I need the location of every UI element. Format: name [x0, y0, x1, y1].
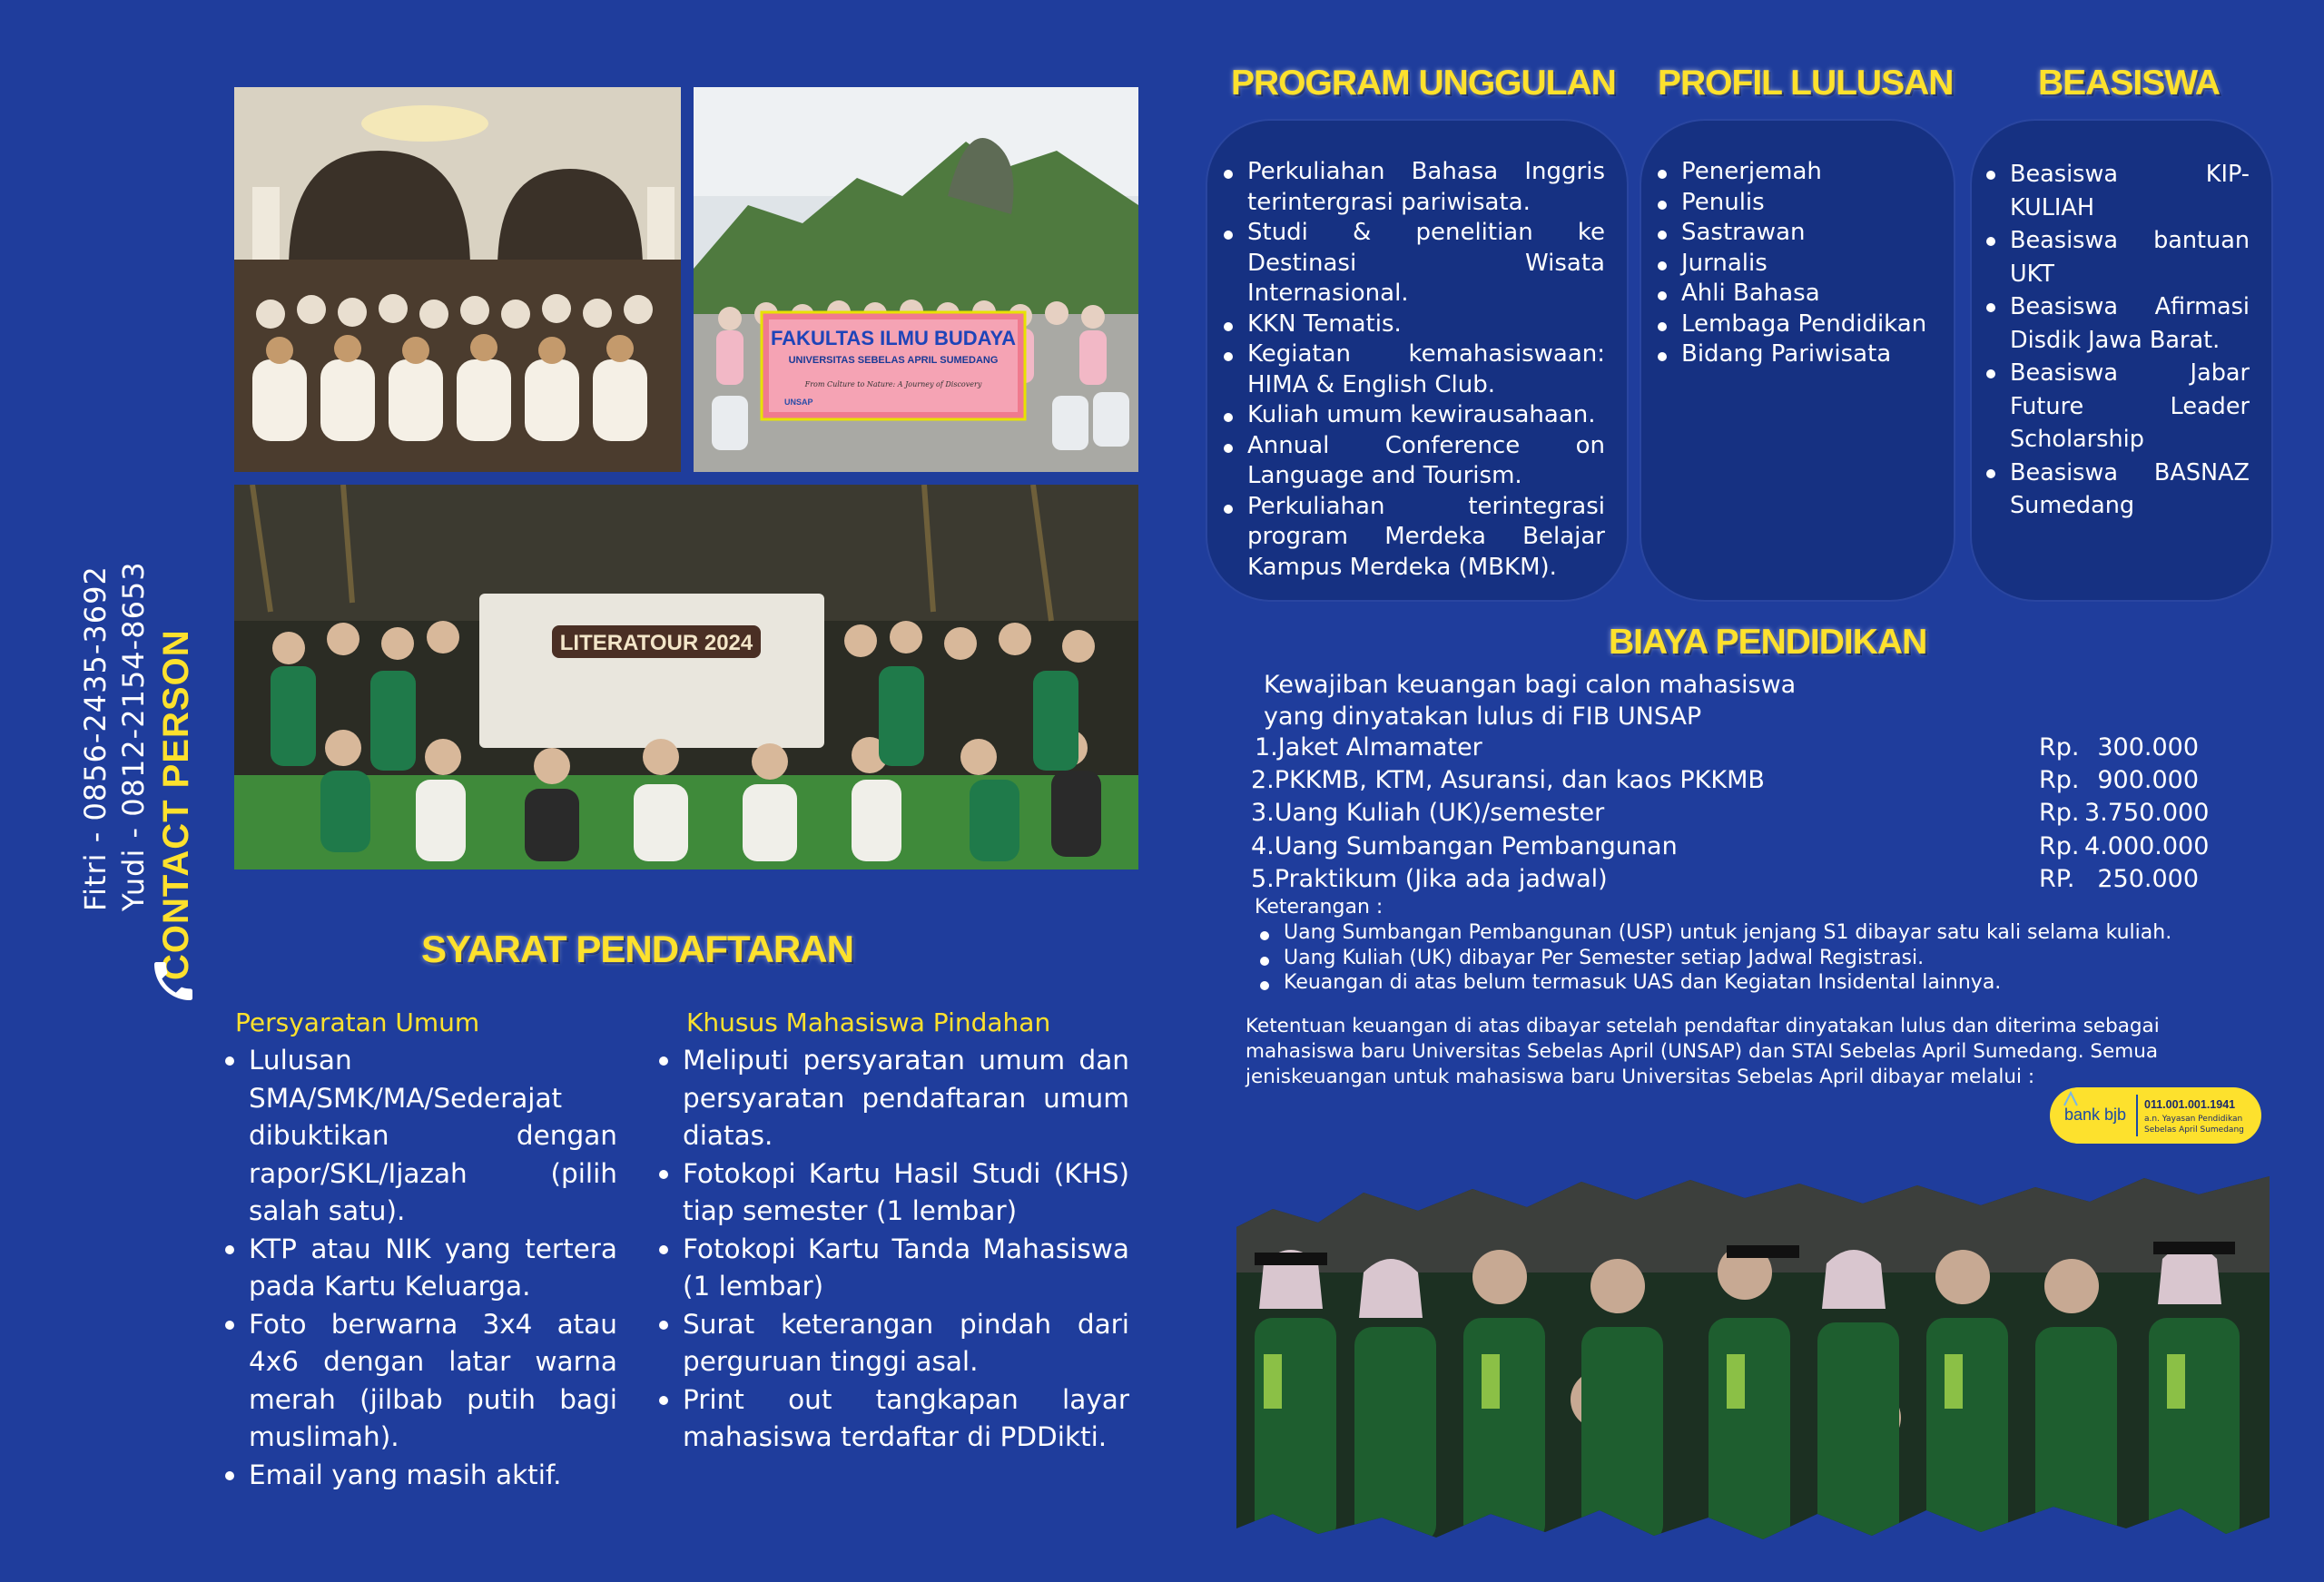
persyaratan-umum-list [222, 1042, 617, 1494]
banner-line1: FAKULTAS ILMU BUDAYA [770, 327, 1017, 349]
notes-label: Keterangan : [1255, 896, 1384, 919]
fee-cur: Rp. [2039, 832, 2080, 860]
bank-owner-2: Sebelas April Sumedang [2144, 1125, 2244, 1135]
fee-row [1251, 766, 1765, 794]
list-item: Perkuliahan terintegrasi program Merdeka Belajar Kampus Merdeka (MBKM). [1220, 492, 1605, 584]
syarat-title: SYARAT PENDAFTARAN [421, 928, 853, 970]
list-item: Keuangan di atas belum termasuk UAS dan Kegiatan Insidental lainnya. [1256, 970, 2219, 996]
fee-num: 2. [1251, 766, 1275, 794]
list-item: Penulis [1654, 188, 1945, 219]
fee-num: 1. [1255, 733, 1278, 762]
fee-row [1251, 865, 1608, 893]
banner-logo: UNSAP [784, 398, 813, 407]
bank-logo-icon [2063, 1091, 2079, 1107]
bank-owner-1: a.n. Yayasan Pendidikan [2144, 1115, 2243, 1124]
fee-label: Uang Kuliah (UK)/semester [1274, 799, 1605, 827]
phone-icon [148, 956, 199, 1007]
pindahan-list [655, 1042, 1129, 1457]
program-unggulan-list [1220, 157, 1605, 583]
photo-outdoor-banner [694, 87, 1138, 472]
fee-amount: 250.000 [2097, 865, 2199, 893]
list-item: Ahli Bahasa [1654, 279, 1945, 310]
list-item: Uang Sumbangan Pembangunan (USP) untuk jenjang S1 dibayar satu kali selama kuliah. [1256, 920, 2219, 946]
fee-row [1251, 799, 1604, 827]
list-item: Beasiswa Jabar Future Leader Scholarship [1983, 357, 2250, 457]
contact-yudi: Yudi - 0812-2154-8653 [116, 561, 151, 911]
notes-list [1256, 920, 2219, 996]
photo-graduation [1236, 1173, 2270, 1543]
list-item: Foto berwarna 3x4 atau 4x6 dengan latar warna merah (jilbab putih bagi muslimah). [222, 1306, 617, 1457]
list-item: Beasiswa Afirmasi Disdik Jawa Barat. [1983, 290, 2250, 357]
fee-cur: Rp. [2039, 733, 2080, 762]
fee-amount: 900.000 [2097, 766, 2199, 794]
terms-line: jeniskeuangan untuk mahasiswa baru Universitas Sebelas April dibayar melalui : [1246, 1066, 2035, 1088]
fee-row [1251, 832, 1678, 860]
list-item: Bidang Pariwisata [1654, 339, 1945, 370]
bank-account-number: 011.001.001.1941 [2144, 1098, 2236, 1111]
fee-num: 3. [1251, 799, 1275, 827]
list-item: Annual Conference on Language and Tourism. [1220, 431, 1605, 492]
list-item: Lembaga Pendidikan [1654, 310, 1945, 340]
list-item: Lulusan SMA/SMK/MA/Sederajat dibuktikan dengan rapor/SKL/Ijazah (pilih salah satu). [222, 1042, 617, 1231]
bank-bjb-logo: bank bjb [2064, 1105, 2126, 1125]
list-item: Meliputi persyaratan umum dan persyaratan pendaftaran umum diatas. [655, 1042, 1129, 1155]
fee-cur: Rp. [2039, 799, 2080, 827]
list-item: Fotokopi Kartu Tanda Mahasiswa (1 lembar) [655, 1231, 1129, 1306]
list-item: Kegiatan kemahasiswaan: HIMA & English Club. [1220, 339, 1605, 400]
contact-title: CONTACT PERSON [156, 629, 196, 980]
photo-indoor-group [234, 87, 681, 472]
profil-lulusan-list [1654, 157, 1945, 370]
literatour-banner: LITERATOUR 2024 [559, 631, 753, 655]
fee-num: 5. [1251, 865, 1275, 893]
fee-cur: Rp. [2039, 766, 2080, 794]
fee-amount: 300.000 [2097, 733, 2199, 762]
fee-cur: RP. [2039, 865, 2075, 893]
fee-label: Jaket Almamater [1277, 733, 1482, 762]
biaya-intro-2: yang dinyatakan lulus di FIB UNSAP [1264, 703, 1702, 731]
list-item: KTP atau NIK yang tertera pada Kartu Keluarga. [222, 1231, 617, 1306]
fee-row [1255, 733, 1482, 762]
bank-account-badge [2050, 1087, 2261, 1144]
list-item: Uang Kuliah (UK) dibayar Per Semester setiap Jadwal Registrasi. [1256, 946, 2219, 971]
list-item: Penerjemah [1654, 157, 1945, 188]
list-item: Email yang masih aktif. [222, 1457, 617, 1495]
banner-line3: From Culture to Nature: A Journey of Discovery [804, 380, 982, 388]
fee-amount: 4.000.000 [2084, 832, 2210, 860]
list-item: Beasiswa BASNAZ Sumedang [1983, 457, 2250, 523]
list-item: Beasiswa KIP-KULIAH [1983, 158, 2250, 224]
terms-text [1246, 1014, 2160, 1090]
fee-label: PKKMB, KTM, Asuransi, dan kaos PKKMB [1274, 766, 1765, 794]
pindahan-heading: Khusus Mahasiswa Pindahan [686, 1007, 1051, 1037]
beasiswa-list [1983, 158, 2250, 523]
fee-label: Praktikum (Jika ada jadwal) [1274, 865, 1608, 893]
banner-line2: UNIVERSITAS SEBELAS APRIL SUMEDANG [788, 355, 999, 366]
list-item: Jurnalis [1654, 249, 1945, 280]
list-item: Fotokopi Kartu Hasil Studi (KHS) tiap semester (1 lembar) [655, 1155, 1129, 1231]
fee-amount: 3.750.000 [2084, 799, 2210, 827]
contact-fitri: Fitri - 0856-2435-3692 [78, 565, 113, 911]
biaya-intro-1: Kewajiban keuangan bagi calon mahasiswa [1264, 671, 1797, 699]
list-item: KKN Tematis. [1220, 310, 1605, 340]
biaya-title: BIAYA PENDIDIKAN [1609, 623, 1927, 662]
list-item: Kuliah umum kewirausahaan. [1220, 400, 1605, 431]
list-item: Studi & penelitian ke Destinasi Wisata Internasional. [1220, 218, 1605, 310]
list-item: Sastrawan [1654, 218, 1945, 249]
terms-line: Ketentuan keuangan di atas dibayar setelah pendaftar dinyatakan lulus dan diterima sebagai [1246, 1015, 2160, 1037]
fee-num: 4. [1251, 832, 1275, 860]
program-unggulan-title: PROGRAM UNGGULAN [1231, 64, 1616, 103]
persyaratan-umum-heading: Persyaratan Umum [235, 1007, 480, 1037]
terms-line: mahasiswa baru Universitas Sebelas April (UNSAP) dan STAI Sebelas April Sumedang. Semua [1246, 1040, 2159, 1063]
list-item: Beasiswa bantuan UKT [1983, 224, 2250, 290]
list-item: Print out tangkapan layar mahasiswa terdaftar di PDDikti. [655, 1381, 1129, 1457]
contact-person-block [73, 508, 200, 980]
list-item: Perkuliahan Bahasa Inggris terintergrasi pariwisata. [1220, 157, 1605, 218]
fee-label: Uang Sumbangan Pembangunan [1274, 832, 1678, 860]
profil-lulusan-title: PROFIL LULUSAN [1658, 64, 1954, 103]
photo-literatour [234, 485, 1138, 870]
beasiswa-title: BEASISWA [2038, 64, 2221, 103]
list-item: Surat keterangan pindah dari perguruan tinggi asal. [655, 1306, 1129, 1381]
